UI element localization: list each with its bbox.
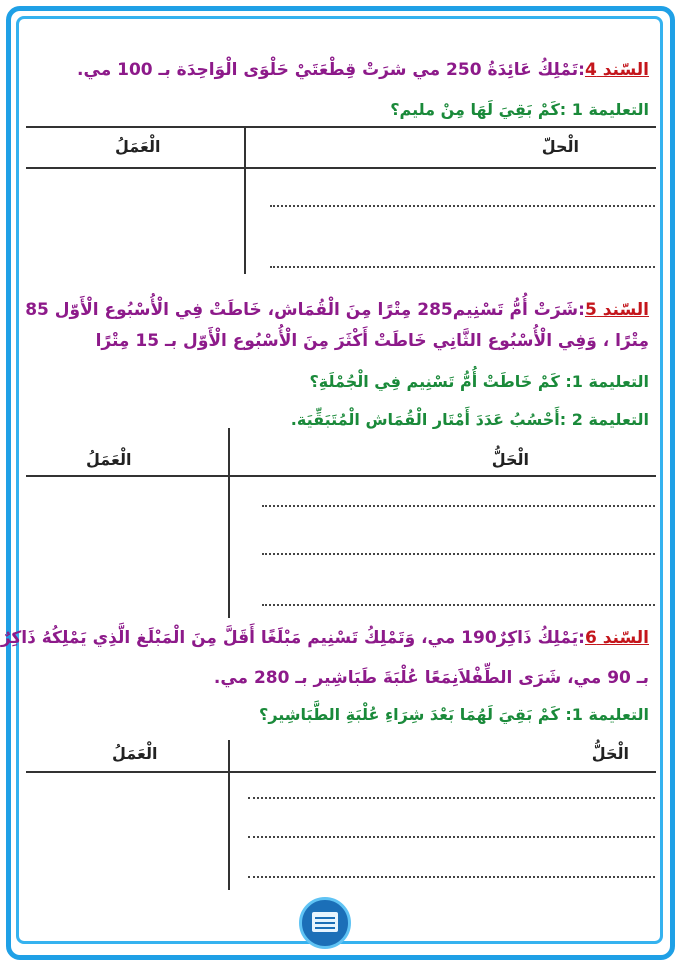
logo-line [315, 917, 335, 919]
answer-line[interactable] [248, 797, 655, 799]
answer-line[interactable] [248, 876, 655, 878]
work-header: الْعَمَلُ [86, 450, 132, 469]
book-icon [299, 897, 351, 949]
answer-line[interactable] [270, 205, 655, 207]
table-header-line [26, 475, 656, 477]
instruction: التعليمة 1 :كَمْ بَقِيَ لَهَا مِنْ مليم؟ [390, 100, 649, 119]
answer-line[interactable] [262, 505, 655, 507]
statement-label: السّند 6 [584, 628, 649, 648]
table-divider [228, 428, 230, 618]
statement-text: يَمْلِكُ ذَاكِرٌ190 مي، وَتَمْلِكُ تَسْنِيم مَبْلَغًا أَقَلَّ مِنَ الْمَبْلَغ الَّذِي يَمْلِكُهُ ذَاكِرٌ [0, 628, 579, 648]
solution-header: الْحلّ [541, 137, 579, 156]
table-header-line [26, 167, 656, 169]
statement-text: بـ 90 مي، شَرَى الطِّفْلاَنِمَعًا عُلْبَةَ طَبَاشِير بـ 280 مي. [213, 668, 649, 688]
work-header: الْعَمَلُ [115, 137, 161, 156]
instruction: التعليمة 1: كَمْ بَقِيَ لَهُمَا بَعْدَ شِرَاءِ عُلْبَةِ الطَّبَاشِير؟ [259, 705, 649, 724]
table-top-line [26, 126, 656, 128]
answer-line[interactable] [262, 604, 655, 606]
answer-line[interactable] [270, 266, 655, 268]
table-divider [228, 740, 230, 890]
statement-6 [0, 628, 649, 648]
statement-label: السّند 5 [584, 300, 649, 320]
statement-text: شَرَتْ أُمُّ تَسْنِيم285 مِتْرًا مِنَ الْقُمَاش، خَاطَتْ فِي الْأُسْبُوع الْأَوّل 85 [25, 300, 579, 320]
statement-4 [22, 60, 649, 80]
instruction: التعليمة 2 :أَحْسُبُ عَدَدَ أَمْتَار الْقُمَاش الْمُتَبَقِّيَة. [290, 410, 649, 429]
statement-label: السّند 4 [584, 60, 649, 80]
solution-header: الْحَلُّ [491, 450, 529, 469]
statement-text: مِتْرًا ، وَفِي الْأُسْبُوع الثَّانِي خَاطَتْ أَكْثَرَ مِنَ الْأُسْبُوع الْأَوّل بـ 15 مِتْرًا [95, 331, 649, 351]
answer-line[interactable] [262, 553, 655, 555]
statement-5 [22, 300, 649, 320]
work-header: الْعَمَلُ [112, 744, 158, 763]
table-divider [244, 126, 246, 274]
instruction: التعليمة 1: كَمْ خَاطَتْ أُمُّ تَسْنِيم فِي الْجُمْلَةِ؟ [309, 372, 649, 391]
statement-text: تَمْلِكُ عَائِدَةُ 250 مي شرَتْ قِطْعَتَيْ حَلْوَى الْوَاحِدَة بـ 100 مي. [77, 60, 579, 80]
solution-header: الْحَلُّ [591, 744, 629, 763]
colon: : [578, 628, 585, 648]
colon: : [578, 300, 585, 320]
table-header-line [26, 771, 656, 773]
logo-line [315, 922, 335, 924]
colon: : [578, 60, 585, 80]
answer-line[interactable] [248, 836, 655, 838]
logo-line [315, 927, 335, 929]
